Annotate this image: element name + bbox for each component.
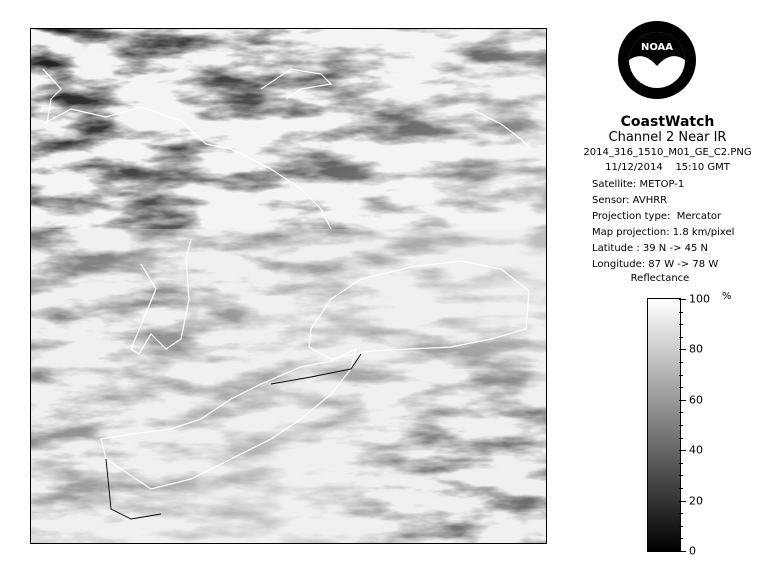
colorbar-minor-tick [679, 488, 683, 489]
cloud-imagery [31, 29, 546, 543]
colorbar-tick-label: 40 [689, 443, 703, 457]
colorbar-tick-label: 100 [689, 292, 710, 306]
satellite-image [30, 28, 547, 544]
meta-longitude: Longitude: 87 W -> 78 W [592, 259, 719, 270]
colorbar-major-tick [679, 349, 686, 350]
colorbar-minor-tick [679, 425, 683, 426]
colorbar-minor-tick [679, 375, 683, 376]
colorbar-major-tick [679, 551, 686, 552]
colorbar-minor-tick [679, 438, 683, 439]
colorbar-minor-tick [679, 526, 683, 527]
colorbar-tick-label: 80 [689, 342, 703, 356]
colorbar-minor-tick [679, 475, 683, 476]
colorbar-label: Reflectance [630, 273, 690, 284]
noaa-logo [617, 20, 697, 100]
colorbar-minor-tick [679, 312, 683, 313]
product-title: CoastWatch [620, 114, 715, 130]
colorbar-minor-tick [679, 412, 683, 413]
colorbar-major-tick [679, 299, 686, 300]
colorbar-minor-tick [679, 513, 683, 514]
meta-satellite: Satellite: METOP-1 [592, 179, 685, 190]
colorbar-tick-label: 60 [689, 393, 703, 407]
channel-name: Channel 2 Near IR [608, 130, 727, 145]
image-datetime [560, 163, 775, 173]
reflectance-colorbar [647, 298, 681, 552]
logo-text: NOAA [640, 42, 674, 53]
colorbar-axis [679, 292, 749, 558]
colorbar-minor-tick [679, 337, 683, 338]
colorbar-unit: % [722, 291, 732, 302]
colorbar-minor-tick [679, 463, 683, 464]
colorbar-minor-tick [679, 387, 683, 388]
image-time: 15:10 GMT [675, 162, 730, 173]
colorbar-minor-tick [679, 538, 683, 539]
colorbar-major-tick [679, 400, 686, 401]
colorbar-minor-tick [679, 324, 683, 325]
colorbar-minor-tick [679, 362, 683, 363]
image-date: 11/12/2014 [605, 162, 663, 173]
meta-projection-type: Projection type: Mercator [592, 211, 722, 222]
colorbar-major-tick [679, 501, 686, 502]
colorbar-major-tick [679, 450, 686, 451]
meta-latitude: Latitude : 39 N -> 45 N [592, 243, 709, 254]
colorbar-tick-label: 20 [689, 494, 703, 508]
image-filename: 2014_316_1510_M01_GE_C2.PNG [583, 147, 752, 158]
meta-sensor: Sensor: AVHRR [592, 195, 668, 206]
colorbar-tick-label: 0 [689, 544, 696, 558]
meta-map-projection: Map projection: 1.8 km/pixel [592, 227, 735, 238]
